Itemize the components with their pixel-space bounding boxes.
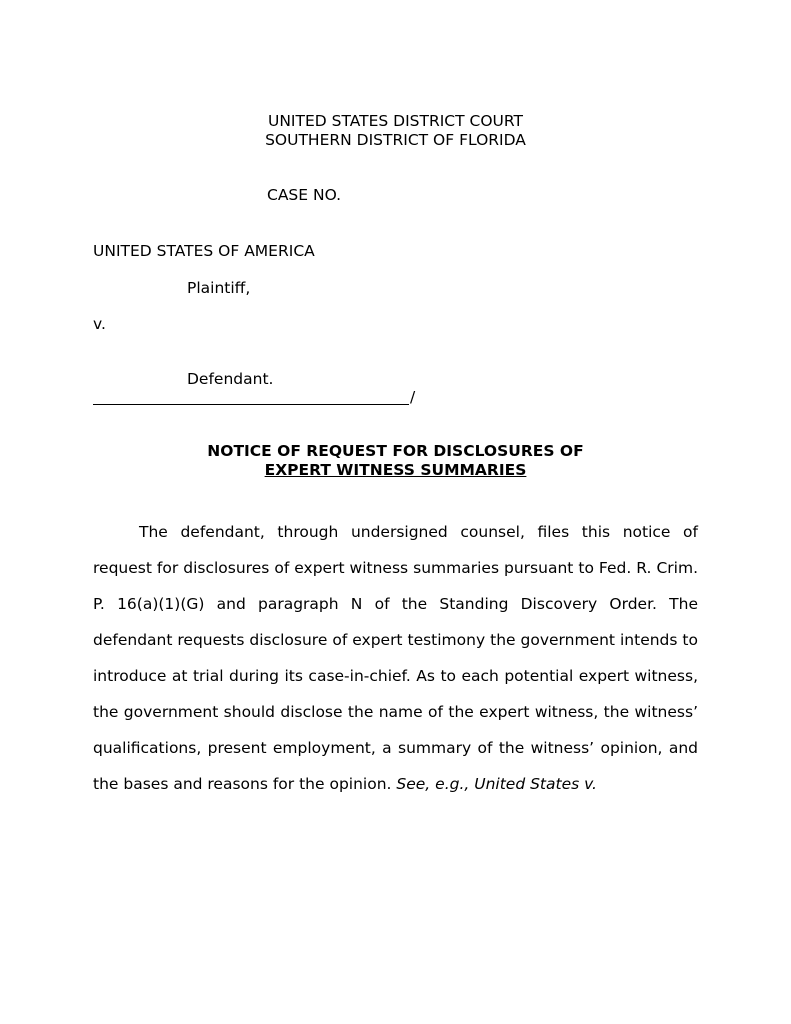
defendant-role: Defendant. [187, 370, 274, 388]
plaintiff-name: UNITED STATES OF AMERICA [93, 242, 315, 260]
body-paragraph-text: The defendant, through undersigned counsel, files this notice of request for disclosures of expert witness summaries pursuant to Fed. R. Crim. P. 16(a)(1)(G) and paragraph N of the Standing Discovery Order. The defendant requests disclosure of expert testimony the government intends to introduce at trial during its case-in-chief. As to each potential expert witness, the government should disclose the name of the expert witness, the witness’ qualifications, present employment, a summary of the witness’ opinion, and the bases and reasons for the opinion. [93, 523, 698, 793]
title-line-2: EXPERT WITNESS SUMMARIES [264, 461, 527, 479]
court-name-line: UNITED STATES DISTRICT COURT [267, 112, 524, 130]
case-number-label: CASE NO. [267, 186, 342, 204]
court-heading [0, 112, 791, 150]
body-paragraph [93, 514, 698, 802]
document-title [0, 442, 791, 480]
title-line-1: NOTICE OF REQUEST FOR DISCLOSURES OF [207, 442, 584, 460]
versus-label: v. [93, 315, 106, 333]
caption-divider-line [93, 386, 409, 405]
case-citation: See, e.g., United States v. [396, 775, 597, 793]
plaintiff-role: Plaintiff, [187, 279, 251, 297]
court-district-line: SOUTHERN DISTRICT OF FLORIDA [265, 131, 526, 149]
caption-line-end: / [410, 388, 416, 406]
